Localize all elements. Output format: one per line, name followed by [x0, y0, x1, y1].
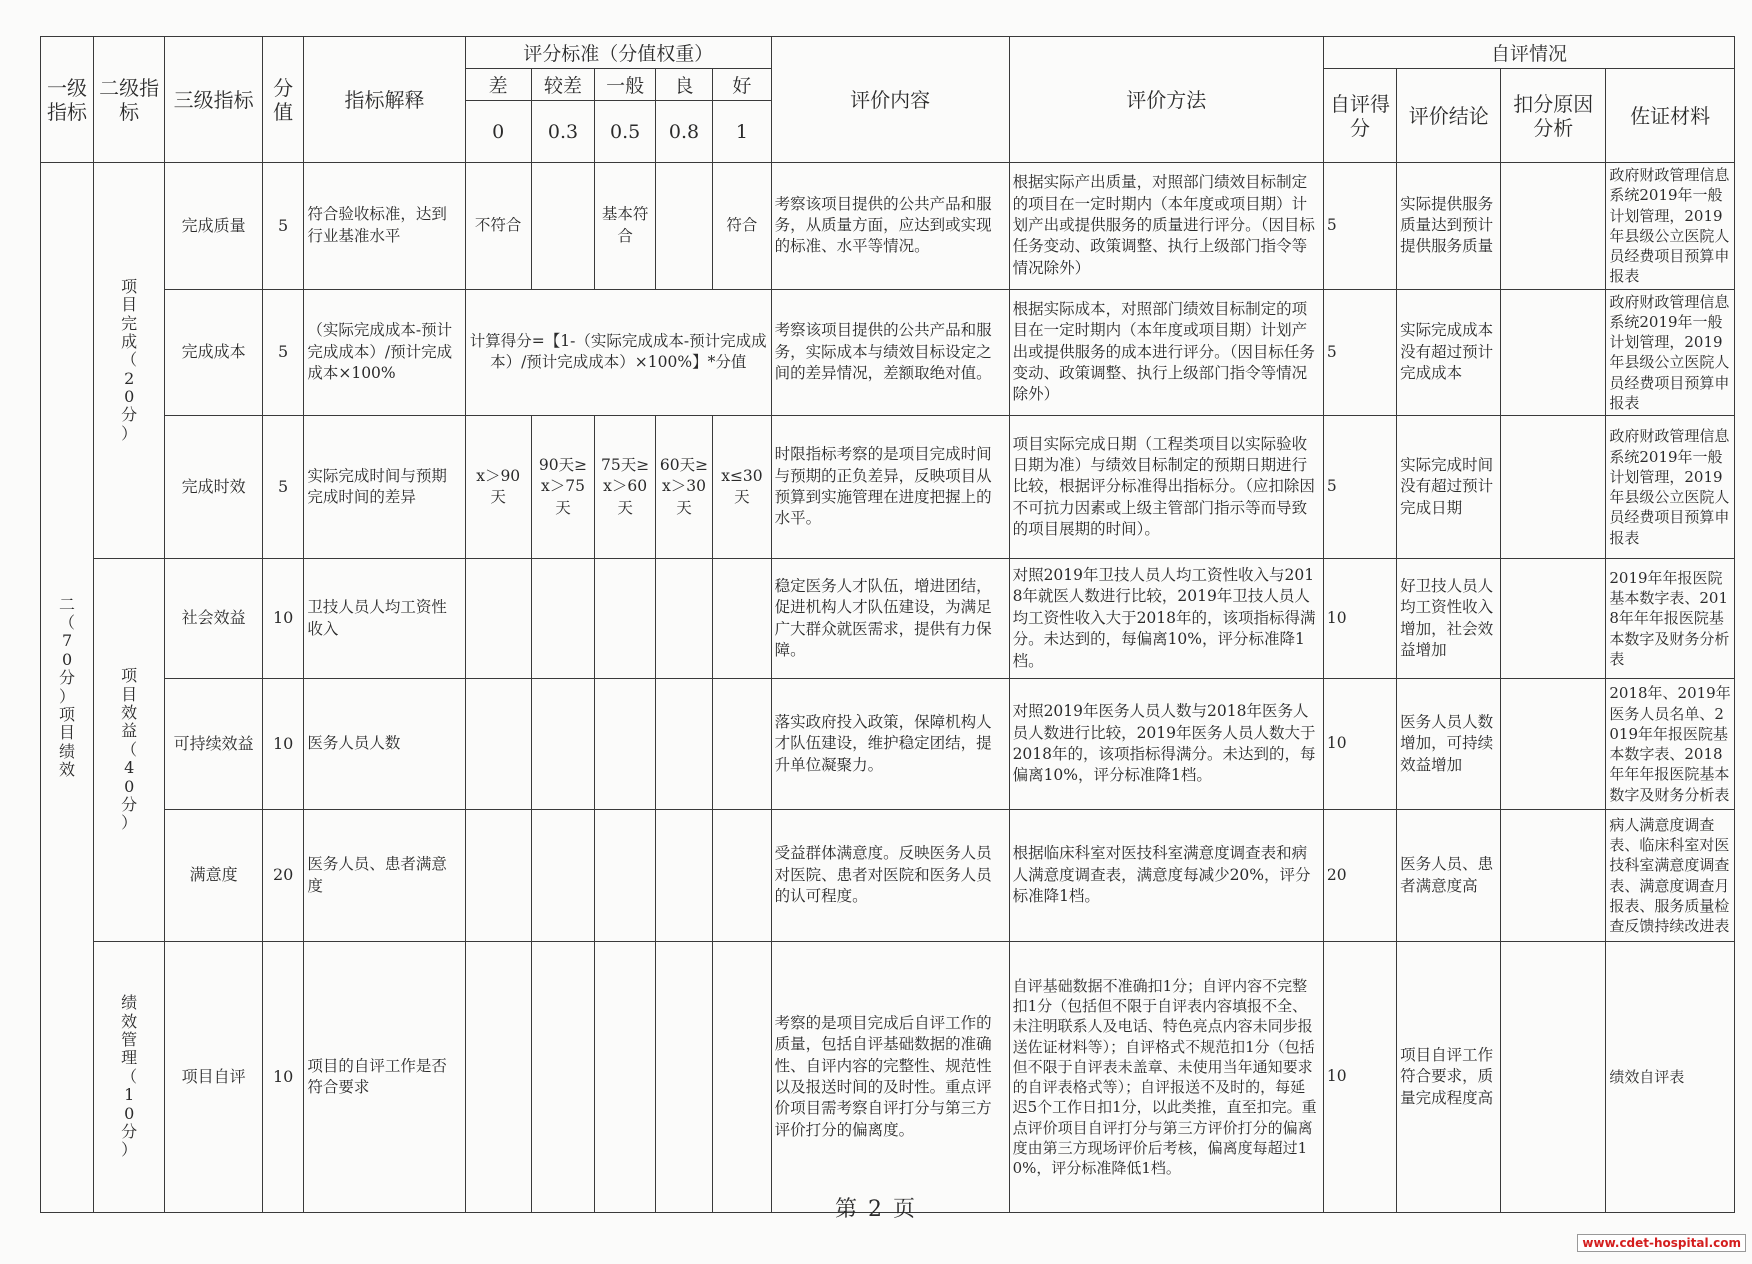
grade-cell [595, 559, 656, 679]
level2-label-management: 绩 效 管 理 （ 1 0 分 ） [94, 942, 165, 1213]
header-level2: 二级指标 [94, 37, 165, 163]
deduction-reason [1501, 559, 1606, 679]
grade-header: 好 [713, 69, 771, 101]
grade-cell [595, 810, 656, 942]
header-method: 评价方法 [1009, 37, 1323, 163]
deduction-reason [1501, 163, 1606, 290]
grade-cell [655, 679, 712, 810]
table-row-social [41, 559, 1735, 679]
grade-header: 良 [655, 69, 712, 101]
deduction-reason [1501, 942, 1606, 1213]
grade-cell: 60天≥x＞30天 [655, 416, 712, 559]
page-number: 第 2 页 [835, 1197, 917, 1222]
table-row-quality [41, 163, 1735, 290]
eval-conclusion: 医务人员、患者满意度高 [1397, 810, 1501, 942]
eval-content: 稳定医务人才队伍，增进团结，促进机构人才队伍建设，为满足广大群众就医需求，提供有力保障。 [771, 559, 1009, 679]
grade-cell: 不符合 [465, 163, 531, 290]
self-score: 5 [1323, 163, 1396, 290]
table-row-timeliness [41, 416, 1735, 559]
weight-header: 0.5 [595, 101, 656, 163]
indicator-explain: 符合验收标准，达到行业基准水平 [304, 163, 465, 290]
grade-cell [465, 679, 531, 810]
self-score: 5 [1323, 416, 1396, 559]
eval-content: 考察该项目提供的公共产品和服务，从质量方面，应达到或实现的标准、水平等情况。 [771, 163, 1009, 290]
indicator-score: 5 [262, 289, 303, 416]
evidence: 绩效自评表 [1606, 942, 1735, 1213]
header-level1: 一级指标 [41, 37, 94, 163]
grade-header: 一般 [595, 69, 656, 101]
eval-conclusion: 实际提供服务质量达到预计提供服务质量 [1397, 163, 1501, 290]
deduction-reason [1501, 810, 1606, 942]
header-self-score: 自评得分 [1323, 69, 1396, 163]
indicator-score: 10 [262, 679, 303, 810]
eval-method: 根据临床科室对医技科室满意度调查表和病人满意度调查表，满意度每减少20%，评分标准降1档。 [1009, 810, 1323, 942]
indicator-explain: 项目的自评工作是否符合要求 [304, 942, 465, 1213]
deduction-reason [1501, 416, 1606, 559]
evidence: 病人满意度调查表、临床科室对医技科室满意度调查表、满意度调查月报表、服务质量检查反馈持续改进表 [1606, 810, 1735, 942]
evidence: 政府财政管理信息系统2019年一般计划管理，2019年县级公立医院人员经费项目预算申报表 [1606, 163, 1735, 290]
grade-cell [713, 810, 771, 942]
eval-conclusion: 好卫技人员人均工资性收入增加，社会效益增加 [1397, 559, 1501, 679]
header-score: 分值 [262, 37, 303, 163]
self-score: 10 [1323, 679, 1396, 810]
site-watermark: www.cdet-hospital.com [1577, 1234, 1746, 1252]
header-self-eval: 自评情况 [1323, 37, 1734, 69]
evaluation-table [40, 36, 1735, 1213]
eval-content: 落实政府投入政策，保障机构人才队伍建设，维护稳定团结，提升单位凝聚力。 [771, 679, 1009, 810]
evidence: 政府财政管理信息系统2019年一般计划管理，2019年县级公立医院人员经费项目预算申报表 [1606, 289, 1735, 416]
eval-conclusion: 实际完成时间没有超过预计完成日期 [1397, 416, 1501, 559]
indicator-name: 项目自评 [165, 942, 263, 1213]
indicator-score: 10 [262, 942, 303, 1213]
grade-cell [713, 942, 771, 1213]
header-conclusion: 评价结论 [1397, 69, 1501, 163]
self-score: 20 [1323, 810, 1396, 942]
indicator-name: 完成时效 [165, 416, 263, 559]
eval-method: 项目实际完成日期（工程类项目以实际验收日期为准）与绩效目标制定的预期日期进行比较，根据评分标准得出指标分。（应扣除因不可抗力因素或上级主管部门指示等而导致的项目展期的时间）。 [1009, 416, 1323, 559]
indicator-explain: 医务人员人数 [304, 679, 465, 810]
header-content: 评价内容 [771, 37, 1009, 163]
grade-cell [465, 942, 531, 1213]
eval-conclusion: 项目自评工作符合要求，质量完成程度高 [1397, 942, 1501, 1213]
indicator-explain: 医务人员、患者满意度 [304, 810, 465, 942]
table-row-cost [41, 289, 1735, 416]
level1-label: 二 （ 7 0 分 ） 项 目 绩 效 [41, 163, 94, 1213]
table-row-sustain [41, 679, 1735, 810]
indicator-name: 社会效益 [165, 559, 263, 679]
grade-cell [655, 810, 712, 942]
eval-content: 时限指标考察的是项目完成时间与预期的正负差异，反映项目从预算到实施管理在进度把握上的水平。 [771, 416, 1009, 559]
self-score: 10 [1323, 559, 1396, 679]
indicator-score: 20 [262, 810, 303, 942]
indicator-score: 5 [262, 163, 303, 290]
evidence: 2018年、2019年医务人员名单、2019年年报医院基本数字表、2018年年年报医院基本数字及财务分析表 [1606, 679, 1735, 810]
eval-method: 根据实际成本，对照部门绩效目标制定的项目在一定时期内（本年度或项目期）计划产出或提供服务的成本进行评分。（因目标任务变动、政策调整、执行上级部门指令等情况除外） [1009, 289, 1323, 416]
indicator-name: 满意度 [165, 810, 263, 942]
eval-method: 对照2019年医务人员人数与2018年医务人员人数进行比较，2019年医务人员人数大于2018年的，该项指标得满分。未达到的，每偏离10%，评分标准降1档。 [1009, 679, 1323, 810]
grade-cell [531, 163, 595, 290]
eval-content: 考察该项目提供的公共产品和服务，实际成本与绩效目标设定之间的差异情况，差额取绝对值。 [771, 289, 1009, 416]
grade-cell [655, 559, 712, 679]
indicator-explain: 卫技人员人均工资性收入 [304, 559, 465, 679]
grade-cell: 90天≥x＞75天 [531, 416, 595, 559]
indicator-name: 可持续效益 [165, 679, 263, 810]
indicator-score: 5 [262, 416, 303, 559]
grade-cell: 符合 [713, 163, 771, 290]
indicator-explain: 实际完成时间与预期完成时间的差异 [304, 416, 465, 559]
eval-content: 受益群体满意度。反映医务人员对医院、患者对医院和医务人员的认可程度。 [771, 810, 1009, 942]
header-deduction: 扣分原因分析 [1501, 69, 1606, 163]
eval-method: 对照2019年卫技人员人均工资性收入与2018年就医人数进行比较，2019年卫技人员人均工资性收入大于2018年的，该项指标得满分。未达到的，每偏离10%，评分标准降1档。 [1009, 559, 1323, 679]
grade-cell: 基本符合 [595, 163, 656, 290]
grade-cell: x≤30天 [713, 416, 771, 559]
deduction-reason [1501, 679, 1606, 810]
weight-header: 1 [713, 101, 771, 163]
header-explain: 指标解释 [304, 37, 465, 163]
grade-cell: 75天≥x＞60天 [595, 416, 656, 559]
table-row-selfeval [41, 942, 1735, 1213]
eval-method: 自评基础数据不准确扣1分；自评内容不完整扣1分（包括但不限于自评表内容填报不全、未注明联系人及电话、特色亮点内容未同步报送佐证材料等）；自评格式不规范扣1分（包括但不限于自评表未盖章、未使用当年通知要求的自评表格式等）；自评报送不及时的，每延迟5个工作日扣1分，以此类推，直至扣完。重点评价项目自评打分与第三方评价打分的偏离度由第三方现场评价后考核，偏离度每超过10%，评分标准降低1档。 [1009, 942, 1323, 1213]
grade-cell [531, 679, 595, 810]
weight-header: 0.3 [531, 101, 595, 163]
indicator-score: 10 [262, 559, 303, 679]
grade-cell [595, 679, 656, 810]
grade-cell [595, 942, 656, 1213]
grade-cell [531, 559, 595, 679]
deduction-reason [1501, 289, 1606, 416]
evidence: 政府财政管理信息系统2019年一般计划管理，2019年县级公立医院人员经费项目预算申报表 [1606, 416, 1735, 559]
grade-header: 较差 [531, 69, 595, 101]
self-score: 5 [1323, 289, 1396, 416]
indicator-name: 完成质量 [165, 163, 263, 290]
indicator-explain: （实际完成成本-预计完成成本）/预计完成成本×100% [304, 289, 465, 416]
weight-header: 0 [465, 101, 531, 163]
grade-cell [713, 559, 771, 679]
eval-method: 根据实际产出质量，对照部门绩效目标制定的项目在一定时期内（本年度或项目期）计划产出或提供服务的质量进行评分。（因目标任务变动、政策调整、执行上级部门指令等情况除外） [1009, 163, 1323, 290]
level2-label-completion: 项 目 完 成 （ 2 0 分 ） [94, 163, 165, 559]
table-row-satisfaction [41, 810, 1735, 942]
weight-header: 0.8 [655, 101, 712, 163]
grade-cell [531, 810, 595, 942]
grade-cell: x＞90天 [465, 416, 531, 559]
grade-header: 差 [465, 69, 531, 101]
grade-cell [531, 942, 595, 1213]
evidence: 2019年年报医院基本数字表、2018年年年报医院基本数字及财务分析表 [1606, 559, 1735, 679]
grade-cell [465, 559, 531, 679]
indicator-name: 完成成本 [165, 289, 263, 416]
eval-conclusion: 实际完成成本没有超过预计完成成本 [1397, 289, 1501, 416]
cost-formula: 计算得分=【1-（实际完成成本-预计完成成本）/预计完成成本）×100%】*分值 [465, 289, 771, 416]
grade-cell [465, 810, 531, 942]
level2-label-benefit: 项 目 效 益 （ 4 0 分 ） [94, 559, 165, 942]
eval-content: 考察的是项目完成后自评工作的质量，包括自评基础数据的准确性、自评内容的完整性、规范性以及报送时间的及时性。重点评价项目需考察自评打分与第三方评价打分的偏离度。 [771, 942, 1009, 1213]
grade-cell [713, 679, 771, 810]
header-level3: 三级指标 [165, 37, 263, 163]
grade-cell [655, 163, 712, 290]
header-standard: 评分标准（分值权重） [465, 37, 771, 69]
eval-conclusion: 医务人员人数增加，可持续效益增加 [1397, 679, 1501, 810]
grade-cell [655, 942, 712, 1213]
self-score: 10 [1323, 942, 1396, 1213]
header-evidence: 佐证材料 [1606, 69, 1735, 163]
